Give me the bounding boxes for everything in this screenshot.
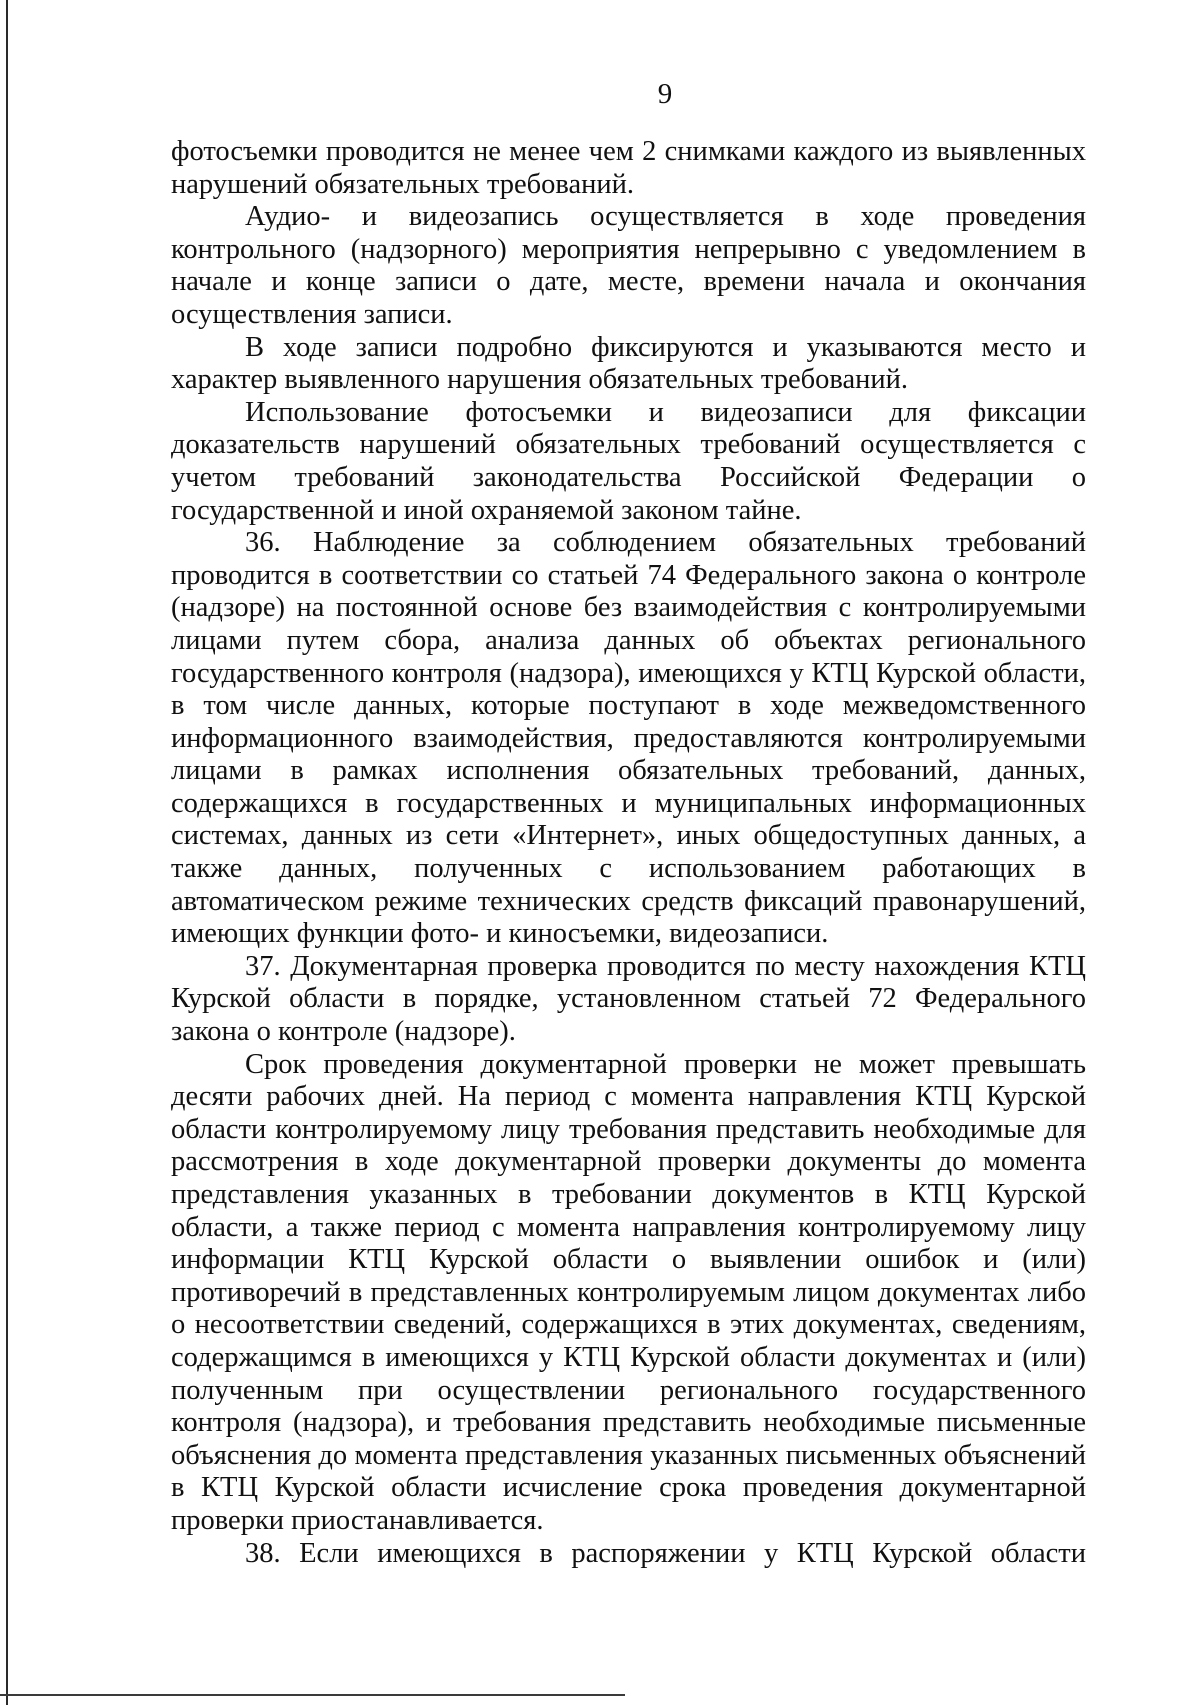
scan-left-edge-line [6,0,8,1705]
paragraph: Использование фотосъемки и видеозаписи для фиксации доказательств нарушений обязательных требований осуществляется с учетом требований законодательства Российской Федерации о государственной и иной охраняемой законом тайне. [171,396,1086,526]
paragraph: В ходе записи подробно фиксируются и указываются место и характер выявленного нарушения обязательных требований. [171,331,1086,396]
paragraph: Срок проведения документарной проверки не может превышать десяти рабочих дней. На период с момента направления КТЦ Курской области контролируемому лицу требования представить необходимые для рассмотрения в ходе документарной проверки документы до момента представления указанных в требовании документов в КТЦ Курской области, а также период с момента направления контролируемому лицу информации КТЦ Курской области о выявлении ошибок и (или) противоречий в представленных контролируемым лицом документах либо о несоответствии сведений, содержащихся в этих документах, сведениям, содержащимся в имеющихся у КТЦ Курской области документах и (или) полученным при осуществлении регионального государственного контроля (надзора), и требования представить необходимые письменные объяснения до момента представления указанных письменных объяснений в КТЦ Курской области исчисление срока проведения документарной проверки приостанавливается. [171,1048,1086,1536]
paragraph-item-38: 38. Если имеющихся в распоряжении у КТЦ Курской области [245,1537,1086,1569]
paragraph: Аудио- и видеозапись осуществляется в ходе проведения контрольного (надзорного) мероприятия непрерывно с уведомлением в начале и конце записи о дате, месте, времени начала и окончания осуществления записи. [171,201,1086,330]
page-number: 9 [657,78,673,110]
paragraph-item-36: 36. Наблюдение за соблюдением обязательных требований проводится в соответствии со статьей 74 Федерального закона о контроле (надзоре) на постоянной основе без взаимодействия с контролируемыми лицами путем сбора, анализа данных об объектах регионального государственного контроля (надзора), имеющихся у КТЦ Курской области, в том числе данных, которые поступают в ходе межведомственного информационного взаимодействия, предоставляются контролируемыми лицами в рамках исполнения обязательных требований, данных, содержащихся в государственных и муниципальных информационных системах, данных из сети «Интернет», иных общедоступных данных, а также данных, полученных с использованием работающих в автоматическом режиме технических средств фиксаций правонарушений, имеющих функции фото- и киносъемки, видеозаписи. [171,527,1086,950]
paragraph: фотосъемки проводится не менее чем 2 снимками каждого из выявленных нарушений обязательных требований. [171,136,1086,200]
document-body [171,136,1086,1570]
scan-bottom-edge-line [0,1694,625,1696]
paragraph-item-37: 37. Документарная проверка проводится по месту нахождения КТЦ Курской области в порядке, установленном статьей 72 Федерального закона о контроле (надзоре). [171,950,1086,1048]
